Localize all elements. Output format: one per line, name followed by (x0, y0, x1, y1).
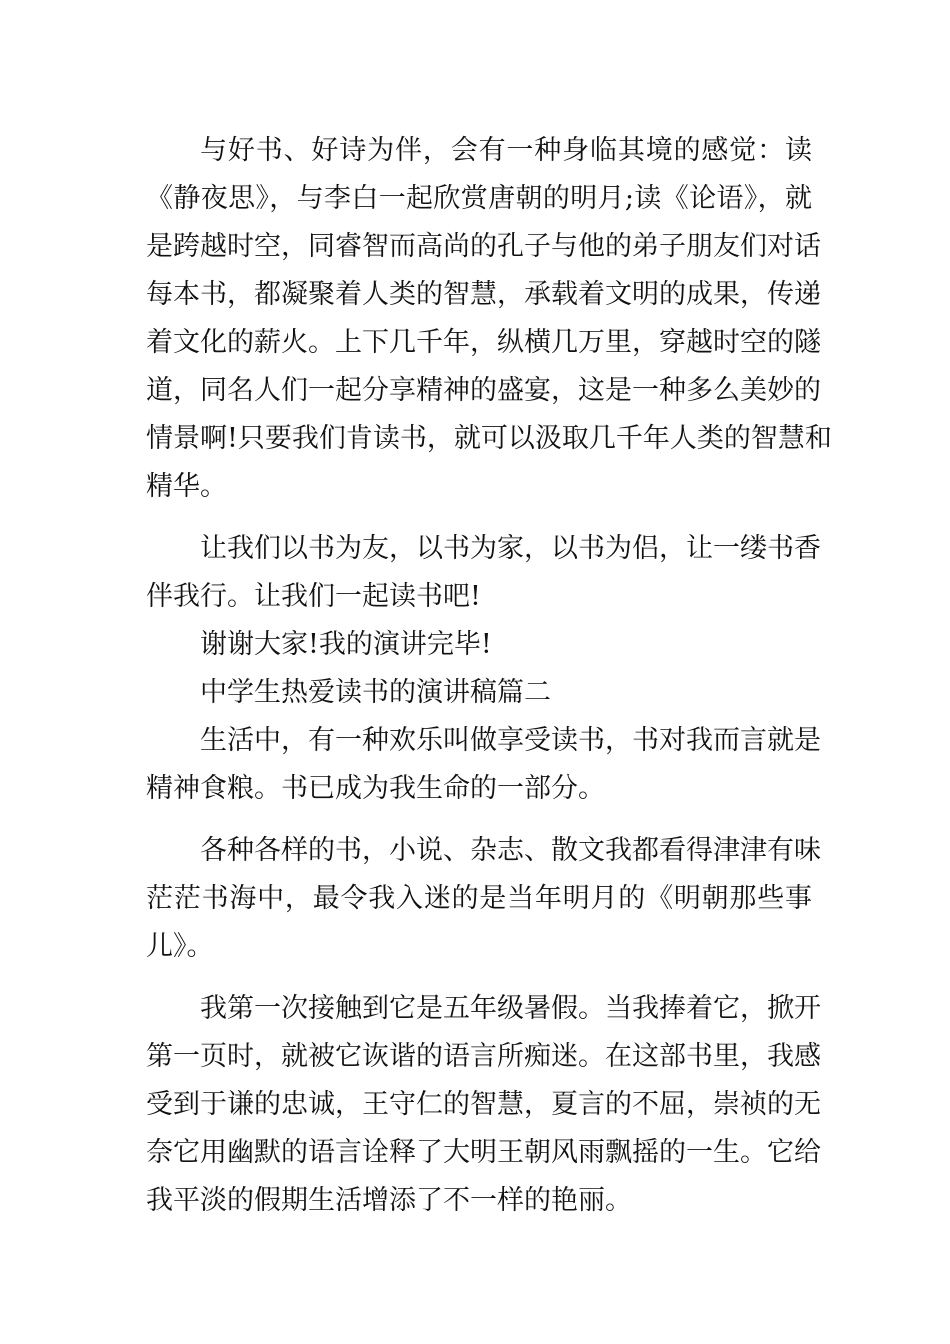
text-line: 各种各样的书，小说、杂志、散文我都看得津津有味 (200, 835, 821, 866)
text-line: 谢谢大家!我的演讲完毕! (200, 629, 492, 660)
text-line: 《静夜思》，与李白一起欣赏唐朝的明月;读《论语》，就 (146, 183, 812, 214)
text-line: 精华。 (146, 471, 227, 502)
text-line: 受到于谦的忠诚，王守仁的智慧，夏言的不屈，崇祯的无 (146, 1089, 821, 1120)
text-line: 我平淡的假期生活增添了不一样的艳丽。 (146, 1185, 632, 1216)
text-line: 生活中，有一种欢乐叫做享受读书，书对我而言就是 (200, 725, 821, 756)
document-body (146, 127, 832, 1225)
text-line: 茫茫书海中，最令我入迷的是当年明月的《明朝那些事 (146, 883, 812, 914)
text-line: 儿》。 (146, 931, 214, 962)
text-line: 每本书，都凝聚着人类的智慧，承载着文明的成果，传递 (146, 279, 821, 310)
text-line: 我第一次接触到它是五年级暑假。当我捧着它，掀开 (200, 993, 821, 1024)
text-line: 道，同名人们一起分享精神的盛宴，这是一种多么美妙的 (146, 375, 821, 406)
text-line: 伴我行。让我们一起读书吧! (146, 581, 481, 612)
text-line: 与好书、好诗为伴，会有一种身临其境的感觉：读 (200, 135, 812, 166)
text-line: 着文化的薪火。上下几千年，纵横几万里，穿越时空的隧 (146, 327, 821, 358)
text-line: 奈它用幽默的语言诠释了大明王朝风雨飘摇的一生。它给 (146, 1137, 821, 1168)
text-line: 第一页时，就被它诙谐的语言所痴迷。在这部书里，我感 (146, 1041, 821, 1072)
text-line: 精神食粮。书已成为我生命的一部分。 (146, 773, 605, 804)
section-heading: 中学生热爱读书的演讲稿篇二 (200, 677, 551, 708)
text-line: 是跨越时空，同睿智而高尚的孔子与他的弟子朋友们对话 (146, 231, 821, 262)
text-line: 让我们以书为友，以书为家，以书为侣，让一缕书香 (200, 533, 821, 564)
text-line: 情景啊!只要我们肯读书，就可以汲取几千年人类的智慧和 (146, 423, 832, 454)
